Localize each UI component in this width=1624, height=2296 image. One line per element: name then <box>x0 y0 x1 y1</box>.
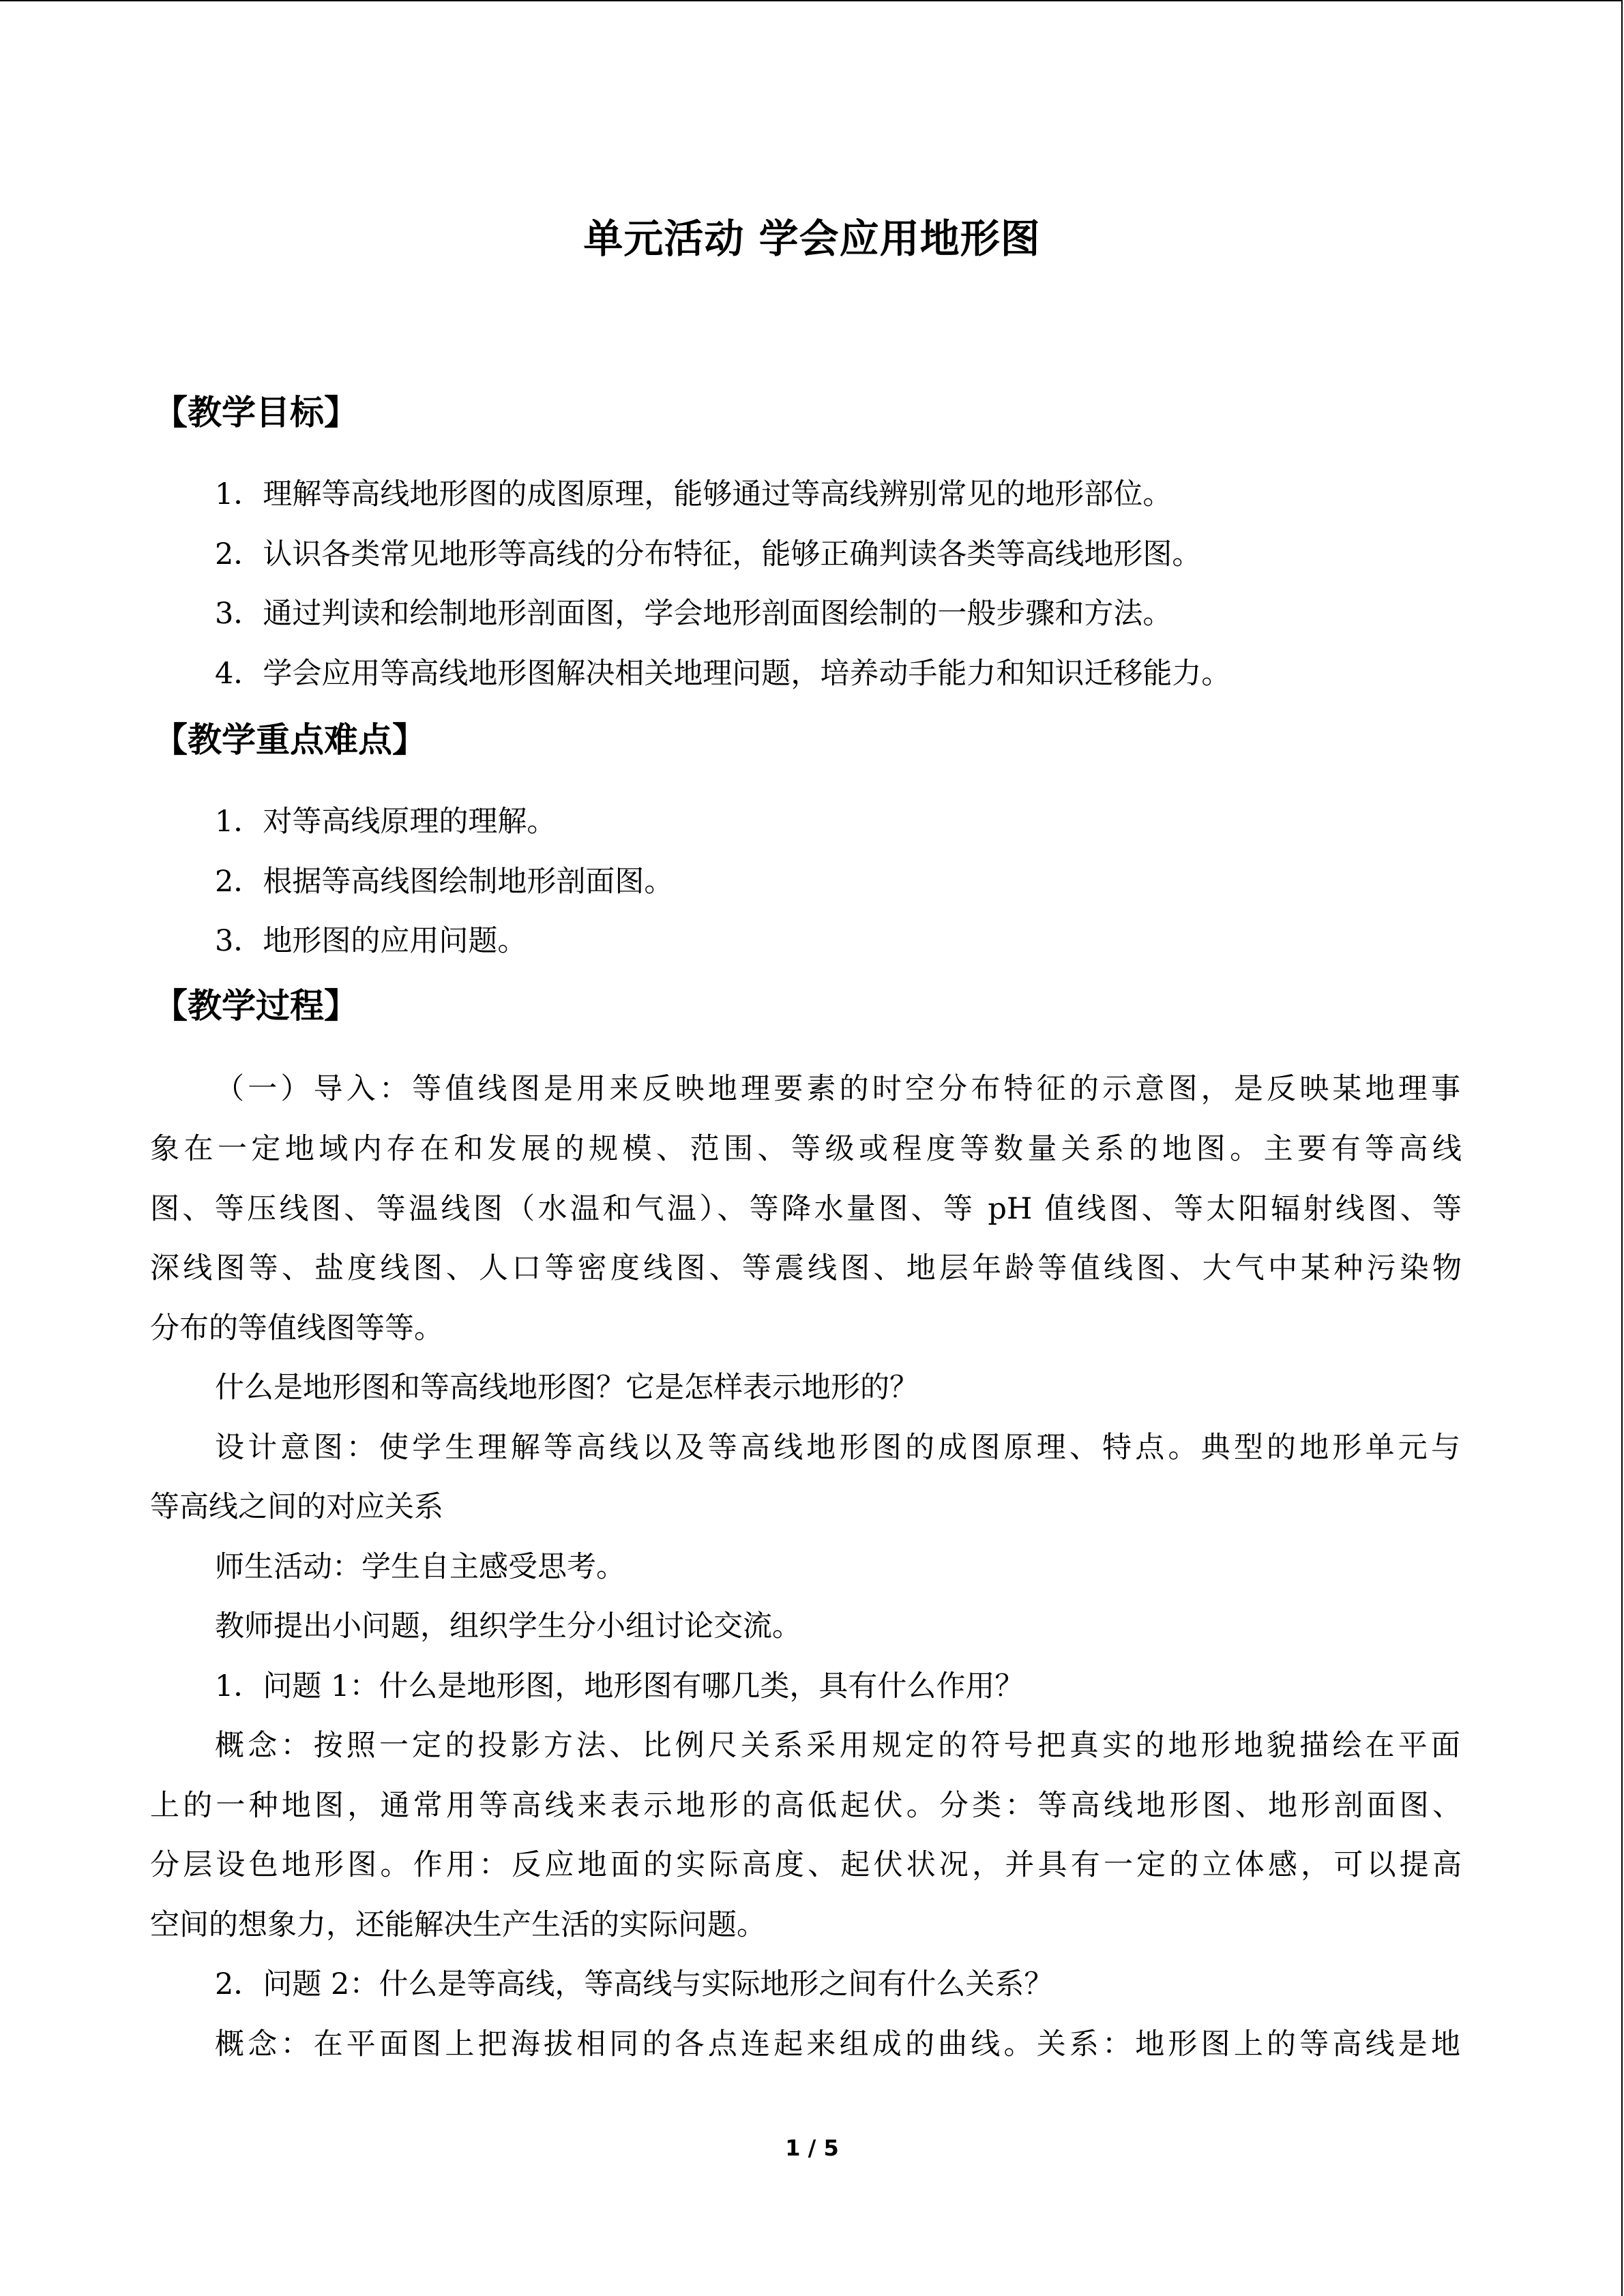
process-line-12: 概念：按照一定的投影方法、比例尺关系采用规定的符号把真实的地形地貌描绘在平面 <box>215 1729 1460 1763</box>
process-line-17: 概念：在平面图上把海拔相同的各点连起来组成的曲线。关系：地形图上的等高线是地 <box>215 2027 1460 2061</box>
key-item-1: 1．对等高线原理的理解。 <box>215 805 557 839</box>
goal-item-4: 4．学会应用等高线地形图解决相关地理问题，培养动手能力和知识迁移能力。 <box>215 657 1231 691</box>
section-heading-key-points: 【教学重点难点】 <box>153 720 426 760</box>
process-line-4: 深线图等、盐度线图、人口等密度线图、等震线图、地层年龄等值线图、大气中某种污染物 <box>150 1251 1462 1285</box>
process-line-13: 上的一种地图，通常用等高线来表示地形的高低起伏。分类：等高线地形图、地形剖面图、 <box>150 1789 1462 1823</box>
section-heading-goals: 【教学目标】 <box>153 393 358 432</box>
process-line-9: 师生活动：学生自主感受思考。 <box>215 1550 625 1584</box>
page-number: 1 / 5 <box>785 2135 839 2161</box>
process-line-15: 空间的想象力，还能解决生产生活的实际问题。 <box>150 1908 766 1942</box>
process-line-2: 象在一定地域内存在和发展的规模、范围、等级或程度等数量关系的地图。主要有等高线 <box>150 1132 1462 1166</box>
process-line-5: 分布的等值线图等等。 <box>150 1311 443 1345</box>
key-item-3: 3．地形图的应用问题。 <box>215 924 527 958</box>
document-title: 单元活动 学会应用地形图 <box>583 215 1041 262</box>
process-line-11: 1．问题 1：什么是地形图，地形图有哪几类，具有什么作用？ <box>215 1669 1024 1703</box>
key-item-2: 2．根据等高线图绘制地形剖面图。 <box>215 865 674 899</box>
process-line-3: 图、等压线图、等温线图（水温和气温）、等降水量图、等 pH 值线图、等太阳辐射线图、等 <box>150 1192 1462 1226</box>
process-line-6: 什么是地形图和等高线地形图？它是怎样表示地形的？ <box>215 1371 919 1405</box>
goal-item-2: 2．认识各类常见地形等高线的分布特征，能够正确判读各类等高线地形图。 <box>215 537 1202 571</box>
process-line-14: 分层设色地形图。作用：反应地面的实际高度、起伏状况，并具有一定的立体感，可以提高 <box>150 1848 1462 1882</box>
goal-item-1: 1．理解等高线地形图的成图原理，能够通过等高线辨别常见的地形部位。 <box>215 477 1172 511</box>
goal-item-3: 3．通过判读和绘制地形剖面图，学会地形剖面图绘制的一般步骤和方法。 <box>215 597 1172 631</box>
section-heading-process: 【教学过程】 <box>153 986 358 1026</box>
process-line-8: 等高线之间的对应关系 <box>150 1490 443 1524</box>
process-line-10: 教师提出小问题，组织学生分小组讨论交流。 <box>215 1609 801 1643</box>
process-line-7: 设计意图：使学生理解等高线以及等高线地形图的成图原理、特点。典型的地形单元与 <box>215 1431 1460 1465</box>
process-line-1: （一）导入：等值线图是用来反映地理要素的时空分布特征的示意图，是反映某地理事 <box>215 1072 1460 1106</box>
process-line-16: 2．问题 2：什么是等高线，等高线与实际地形之间有什么关系？ <box>215 1967 1054 2001</box>
